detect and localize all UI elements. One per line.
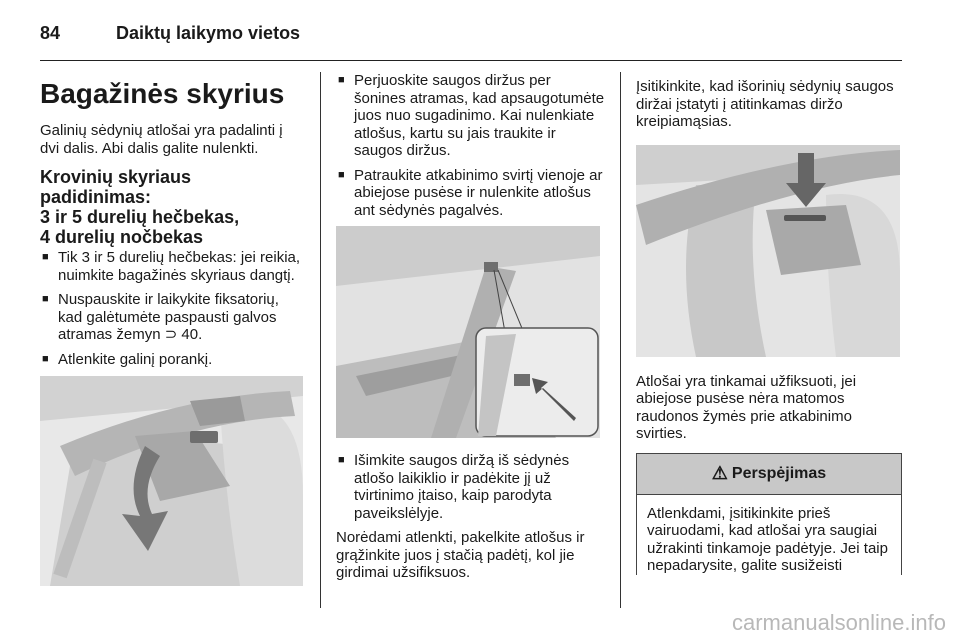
subsection-title-line: 3 ir 5 durelių hečbekas,: [40, 207, 240, 227]
subsection-title-line: 4 durelių nočbekas: [40, 227, 204, 247]
list-item: ■ Patraukite atkabinimo svirtį vienoje ar abiejose pusėse ir nulenkite atlošus ant sėdynės pagalvės.: [336, 167, 606, 220]
subsection-title-line: Krovinių skyriaus padidinimas:: [40, 167, 192, 207]
page-header: [40, 16, 300, 50]
watermark: carmanualsonline.info: [731, 610, 946, 635]
warning-triangle-icon: ⚠: [711, 463, 728, 483]
list-item: ■ Perjuoskite saugos diržus per šonines atramas, kad apsaugotumėte juos nuo sugadinimo. Kai nulenkiate atlošus, kartu su jais traukite ir saugos diržus.: [336, 72, 606, 160]
instruction-list: [40, 249, 305, 368]
warning-header: [637, 454, 901, 495]
list-item: ■ Išimkite saugos diržą iš sėdynės atlošo laikiklio ir padėkite jį už tvirtinimo įtaiso, kaip parodyta paveikslėlyje.: [336, 452, 606, 522]
warning-title: Perspėjimas: [731, 464, 827, 482]
section-title: Bagažinės skyrius: [40, 78, 285, 109]
column-divider-2: [620, 72, 621, 608]
column-3: [636, 72, 902, 575]
column-1: [40, 72, 305, 586]
belt-guide-paragraph: Įsitikinkite, kad išorinių sėdynių saugos diržai įstatyti į atitinkamas diržo kreipiamąsias.: [636, 78, 894, 130]
list-item: ■ Tik 3 ir 5 durelių hečbekas: jei reikia, nuimkite bagažinės skyriaus dangtį.: [40, 249, 305, 284]
instruction-list: [336, 72, 606, 219]
page-number: 84: [40, 22, 61, 43]
figure-seatbelt-holder: [336, 226, 600, 438]
release-lever-illustration: [636, 145, 900, 357]
figure-armrest-folding: [40, 376, 303, 586]
lock-check-paragraph: Atlošai yra tinkamai užfiksuoti, jei abiejose pusėse nėra matomos raudonos žymės prie atkabinimo svirties.: [636, 372, 857, 442]
intro-paragraph: Galinių sėdynių atlošai yra padalinti į dvi dalis. Abi dalis galite nulenkti.: [40, 122, 283, 157]
closing-paragraph: Norėdami atlenkti, pakelkite atlošus ir grąžinkite juos į stačią padėtį, kol jie girdimai užsifiksuos.: [336, 529, 585, 581]
warning-box: [636, 453, 902, 575]
list-item: ■ Nuspauskite ir laikykite fiksatorių, kad galėtumėte paspausti galvos atramas žemyn ⊃ 40.: [40, 291, 305, 344]
subsection-title: [40, 167, 305, 247]
figure-release-lever: [636, 145, 900, 357]
chapter-title: Daiktų laikymo vietos: [116, 22, 301, 43]
column-2: [336, 72, 606, 592]
instruction-list: [336, 452, 606, 522]
warning-text: Atlenkdami, įsitikinkite prieš vairuodami, kad atlošai yra saugiai užrakinti tinkamoje padėtyje. Jei taip nepadarysite, galite susižeisti: [647, 504, 888, 574]
list-item: ■ Atlenkite galinį porankį.: [40, 351, 305, 369]
column-divider-1: [320, 72, 321, 608]
armrest-illustration: [40, 376, 303, 586]
seatbelt-holder-illustration: [336, 226, 600, 438]
header-rule: [40, 60, 902, 61]
